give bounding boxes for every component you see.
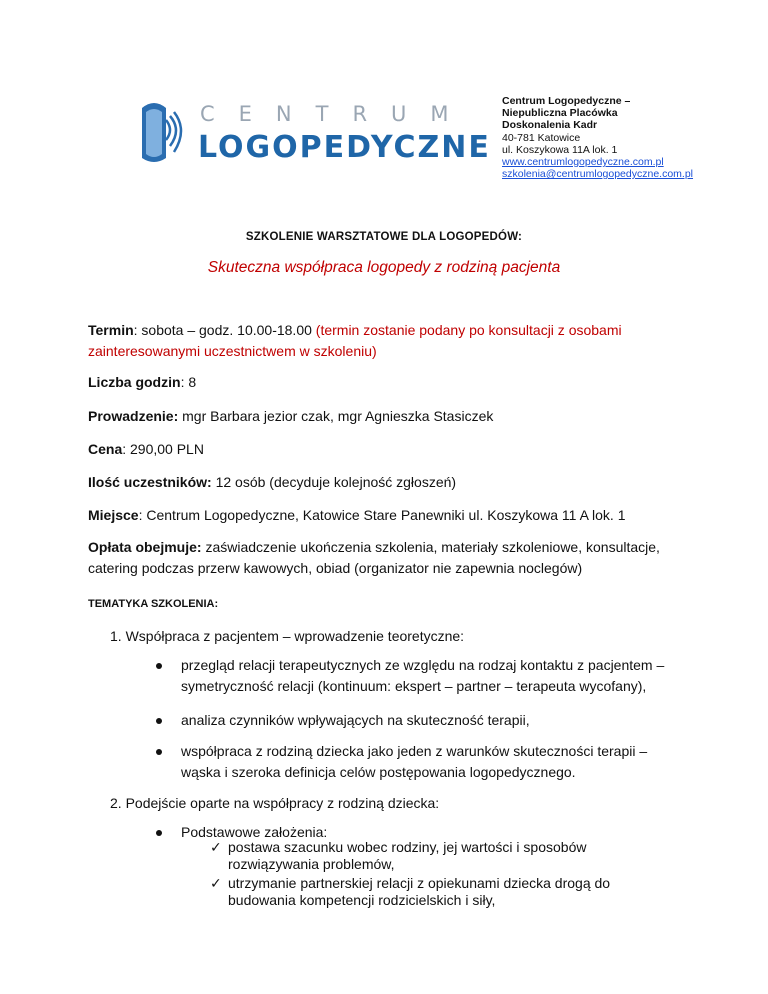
list-item-1-3: współpraca z rodziną dziecka jako jeden z warunków skuteczności terapii – wąska i szeroka definicja celów postępowania logopedycznego. — [181, 743, 648, 780]
list-item-1: 1. Współpraca z pacjentem – wprowadzenie teoretyczne: — [110, 628, 465, 644]
tematyka-heading: TEMATYKA SZKOLENIA: — [88, 598, 219, 610]
org-name-1: Centrum Logopedyczne – — [502, 95, 631, 107]
org-name-2: Niepubliczna Placówka — [502, 107, 618, 120]
bullet-icon — [156, 663, 162, 669]
list-item-2-1-2: utrzymanie partnerskiej relacji z opiekunami dziecka drogą do budowania kompetencji rodzicielskich i siły, — [228, 875, 611, 908]
bullet-icon — [156, 718, 162, 724]
prowadzenie: Prowadzenie: mgr Barbara jezior czak, mgr Agnieszka Stasiczek — [88, 408, 494, 424]
list-item-1-1: przegląd relacji terapeutycznych ze względu na rodzaj kontaktu z pacjentem – symetryczność relacji (kontinuum: ekspert – partner – terapeuta wycofany), — [181, 657, 665, 694]
cena: Cena: 290,00 PLN — [88, 441, 204, 457]
list-item-2: 2. Podejście oparte na współpracy z rodziną dziecka: — [110, 795, 440, 811]
speaking-head-icon — [136, 100, 188, 166]
website-link[interactable]: www.centrumlogopedyczne.com.pl — [502, 156, 664, 169]
address-block — [502, 95, 752, 180]
oplata: Opłata obejmuje: zaświadczenie ukończenia szkolenia, materiały szkoleniowe, konsultacje, catering podczas przerw kawowych, obiad (organizator nie zapewnia noclegów) — [88, 539, 660, 576]
list-item-2-1-1: postawa szacunku wobec rodziny, jej wartości i sposobów rozwiązywania problemów, — [228, 839, 587, 872]
list-item-1-2: analiza czynników wpływających na skuteczność terapii, — [181, 712, 530, 728]
bullet-icon — [156, 749, 162, 755]
page-title: Skuteczna współpraca logopedy z rodziną pacjenta — [207, 259, 561, 276]
email-link[interactable]: szkolenia@centrumlogopedyczne.com.pl — [502, 168, 694, 181]
org-name-3: Doskonalenia Kadr — [502, 119, 598, 132]
logo-top-text: CENTRUM — [200, 102, 473, 126]
logo — [136, 100, 491, 166]
list-item-2-1: Podstawowe założenia: — [181, 824, 328, 840]
subtitle: SZKOLENIE WARSZTATOWE DLA LOGOPEDÓW: — [245, 231, 523, 243]
logo-bottom-text: LOGOPEDYCZNE — [198, 130, 491, 165]
postal-code: 40-781 Katowice — [502, 131, 581, 144]
ilosc-uczestnikow: Ilość uczestników: 12 osób (decyduje kolejność zgłoszeń) — [88, 474, 457, 490]
street: ul. Koszykowa 11A lok. 1 — [502, 143, 618, 156]
check-icon: ✓ — [210, 839, 222, 855]
termin: Termin: sobota – godz. 10.00-18.00 (termin zostanie podany po konsultacji z osobami zainteresowanymi uczestnictwem w szkoleniu) — [88, 322, 622, 359]
liczba-godzin: Liczba godzin: 8 — [88, 374, 197, 390]
miejsce: Miejsce: Centrum Logopedyczne, Katowice Stare Panewniki ul. Koszykowa 11 A lok. 1 — [88, 507, 626, 523]
check-icon: ✓ — [210, 875, 222, 891]
bullet-icon — [156, 830, 162, 836]
